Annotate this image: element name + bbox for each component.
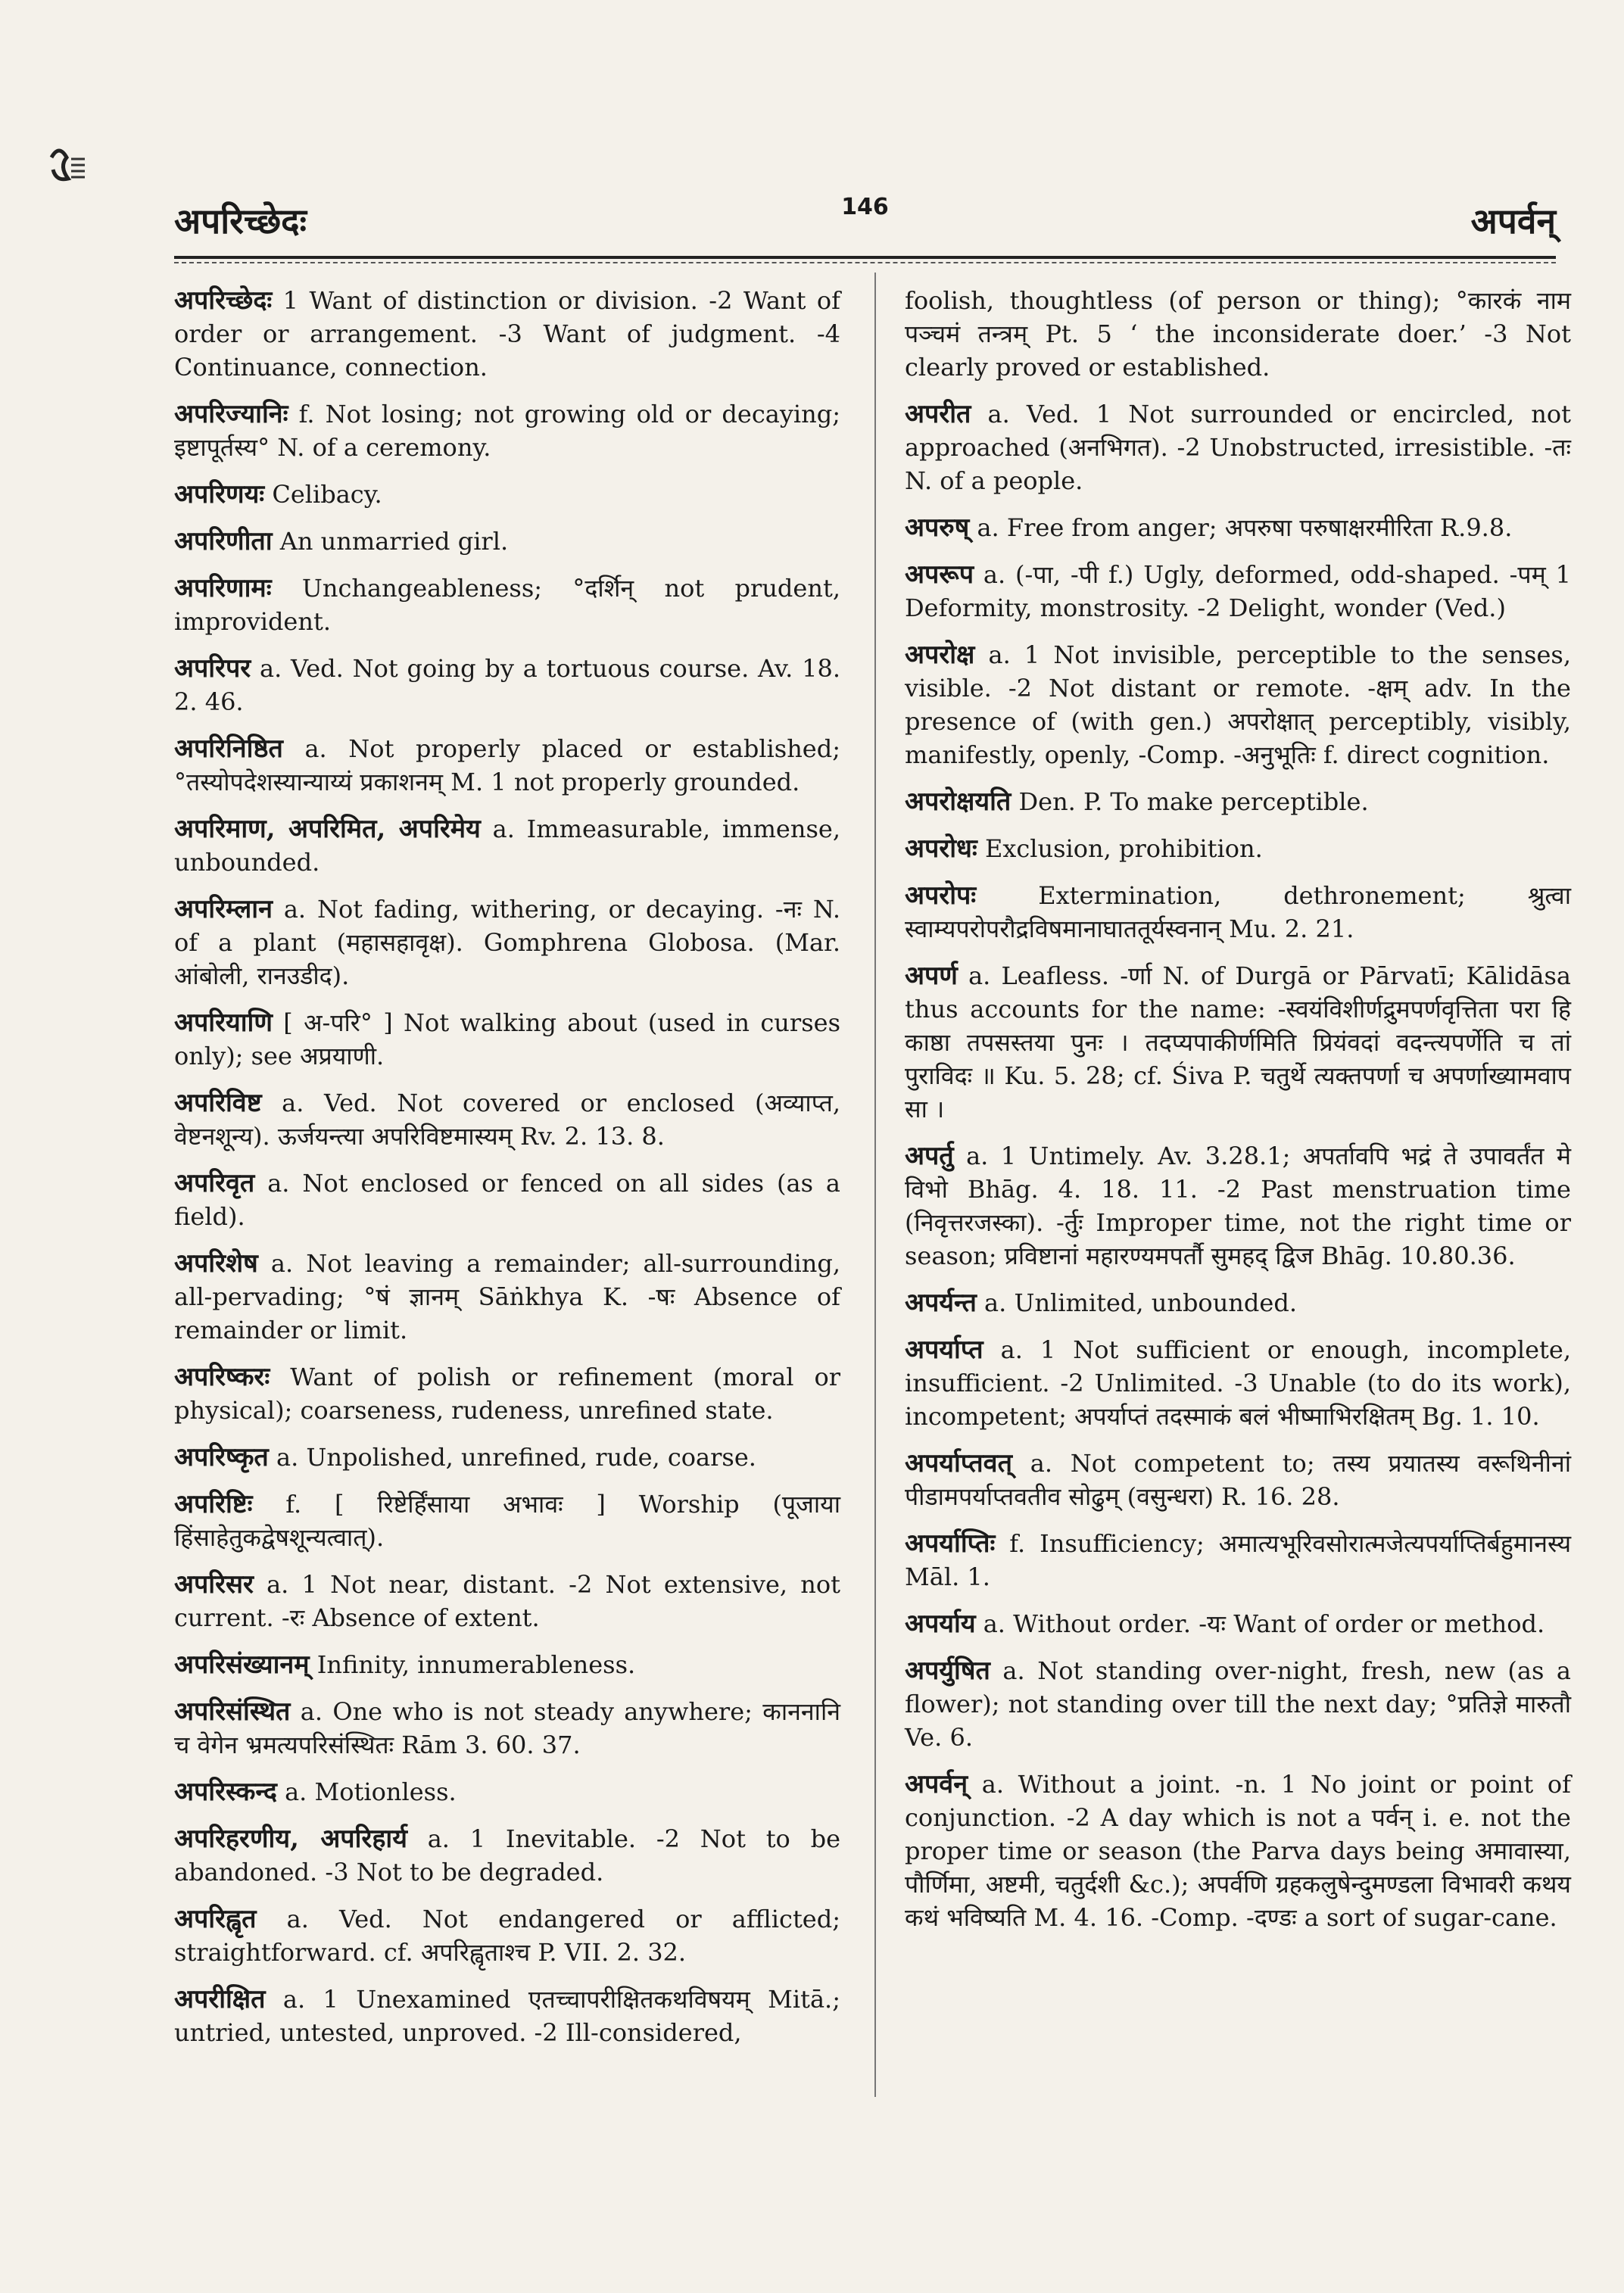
entry-headword: अपरिच्छेदः	[174, 285, 273, 316]
header-dashed-rule	[174, 262, 1556, 263]
running-head-left: अपरिच्छेदः	[174, 201, 307, 241]
entry-headword: अपरिपर	[174, 653, 251, 684]
left-column	[174, 284, 840, 2063]
entry-headword: अपरिम्लान	[174, 894, 273, 924]
entry-headword: अपरिष्कृत	[174, 1442, 269, 1472]
dictionary-entry	[174, 1775, 840, 1809]
entry-headword: अपरीक्षित	[174, 1984, 266, 2014]
dictionary-entry	[174, 812, 840, 879]
entry-headword: अपर्याप्तवत्	[905, 1448, 1012, 1478]
entry-headword: अपरिसंख्यानम्	[174, 1650, 310, 1680]
corner-glyph-icon	[45, 136, 91, 227]
dictionary-entry	[905, 1447, 1571, 1513]
dictionary-entry	[905, 1768, 1571, 1934]
entry-headword: अपर्वन्	[905, 1769, 968, 1799]
dictionary-entry	[905, 397, 1571, 497]
entry-headword: अपरिशेष	[174, 1248, 258, 1279]
entry-headword: अपरिष्टिः	[174, 1489, 253, 1519]
entry-headword: अपरोधः	[905, 833, 977, 864]
entry-headword: अपर्तु	[905, 1141, 954, 1171]
dictionary-entry	[174, 1167, 840, 1233]
dictionary-entry	[174, 1648, 840, 1681]
dictionary-entry	[905, 1607, 1571, 1640]
dictionary-entry	[174, 1488, 840, 1554]
dictionary-entry	[905, 638, 1571, 771]
entry-definition: [ अ-परि° ] Not walking about (used in curses only); see अप्रयाणी.	[174, 1008, 840, 1070]
entry-definition: a. Free from anger; अपरुषा परुषाक्षरमीरिता R.9.8.	[969, 513, 1513, 542]
entry-definition: a. Without order. -यः Want of order or method.	[975, 1609, 1545, 1638]
dictionary-entry	[905, 785, 1571, 818]
entry-definition: An unmarried girl.	[272, 527, 509, 556]
entry-headword: अपरीत	[905, 399, 971, 429]
dictionary-entry	[905, 1333, 1571, 1433]
entry-definition: a. Ved. Not endangered or afflicted; straightforward. cf. अपरिह्वृताश्च P. VII. 2. 32.	[174, 1905, 840, 1967]
right-column	[905, 284, 1571, 1948]
dictionary-entry	[174, 1006, 840, 1073]
entry-headword: अपर्ण	[905, 961, 958, 991]
entry-definition: a. One who is not steady anywhere; काननानि च वेगेन भ्रमत्यपरिसंस्थितः Rām 3. 60. 37.	[174, 1697, 840, 1759]
entry-headword: अपरियाणि	[174, 1008, 273, 1038]
entry-headword: अपरोक्ष	[905, 640, 975, 670]
entry-definition: a. Motionless.	[276, 1777, 457, 1806]
entry-definition: a. Leafless. -र्णा N. of Durgā or Pārvatī; Kālidāsa thus accounts for the name: -स्वयंविशीर्णद्रुमपर्णवृत्तिता परा हि काष्ठा तपसस्तया पुनः । तदप्यपाकीर्णमिति प्रियंवदां वदन्त्यपर्णेति च तां पुराविदः ॥ Ku. 5. 28; cf. Śiva P. चतुर्थे त्यक्तपर्णा च अपर्णाख्यामवाप सा ।	[905, 961, 1571, 1123]
dictionary-entry	[174, 1695, 840, 1762]
dictionary-entry	[174, 572, 840, 638]
entry-headword: अपर्याप्तिः	[905, 1528, 996, 1559]
entry-definition: a. Not standing over-night, fresh, new (as a flower); not standing over till the next day; °प्रतिज्ञे मारुतौ Ve. 6.	[905, 1656, 1571, 1752]
header-rule	[174, 256, 1556, 259]
entry-headword: अपरिसर	[174, 1569, 254, 1600]
dictionary-entry	[905, 284, 1571, 384]
dictionary-entry	[905, 959, 1571, 1126]
entry-headword: अपर्याप्त	[905, 1335, 983, 1365]
entry-definition: a. 1 Not near, distant. -2 Not extensive, not current. -रः Absence of extent.	[174, 1570, 840, 1632]
entry-headword: अपरिष्करः	[174, 1362, 270, 1392]
dictionary-entry	[174, 1822, 840, 1889]
dictionary-entry	[905, 511, 1571, 544]
entry-definition: a. (-पा, -पी f.) Ugly, deformed, odd-shaped. -पम् 1 Deformity, monstrosity. -2 Delight, wonder (Ved.)	[905, 560, 1571, 622]
dictionary-entry	[905, 832, 1571, 865]
entry-headword: अपरोक्षयति	[905, 787, 1011, 817]
entry-definition: a. Without a joint. -n. 1 No joint or point of conjunction. -2 A day which is not a पर्वन् i. e. not the proper time or season (the Parva days being अमावास्या, पौर्णिमा, अष्टमी, चतुर्दशी &c.); अपर्वणि ग्रहकलुषेन्दुमण्डला विभावरी कथय कथं भविष्यति M. 4. 16. -Comp. -दण्डः a sort of sugar-cane.	[905, 1770, 1571, 1932]
entry-definition: a. Unlimited, unbounded.	[976, 1288, 1297, 1317]
entry-headword: अपरिणीता	[174, 526, 273, 556]
entry-definition: a. Ved. 1 Not surrounded or encircled, not approached (अनभिगत). -2 Unobstructed, irresistible. -तः N. of a people.	[905, 400, 1571, 495]
dictionary-entry	[174, 1902, 840, 1969]
entry-definition: 1 Want of distinction or division. -2 Want of order or arrangement. -3 Want of judgment. -4 Continuance, connection.	[174, 286, 840, 382]
entry-definition: Infinity, innumerableness.	[309, 1650, 636, 1679]
entry-headword: अपरिविष्ट	[174, 1088, 262, 1118]
entry-definition: foolish, thoughtless (of person or thing); °कारकं नाम पञ्चमं तन्त्रम् Pt. 5 ‘ the inconsiderate doer.’ -3 Not clearly proved or established.	[905, 286, 1572, 382]
entry-definition: a. 1 Inevitable. -2 Not to be abandoned. -3 Not to be degraded.	[174, 1824, 840, 1886]
entry-definition: Exclusion, prohibition.	[977, 834, 1263, 863]
entry-headword: अपरिनिष्ठित	[174, 734, 283, 764]
entry-definition: a. Ved. Not covered or enclosed (अव्याप्त, वेष्टनशून्य). ऊर्जयन्त्या अपरिविष्टमास्यम् Rv. 2. 13. 8.	[174, 1089, 840, 1151]
entry-headword: अपरिस्कन्द	[174, 1777, 277, 1807]
entry-definition: a. Ved. Not going by a tortuous course. Av. 18. 2. 46.	[174, 654, 840, 716]
dictionary-entry	[905, 1654, 1571, 1754]
entry-headword: अपरिहरणीय, अपरिहार्य	[174, 1824, 407, 1854]
entry-definition: a. 1 Unexamined एतच्चापरीक्षितकथविषयम् Mitā.; untried, untested, unproved. -2 Ill-considered,	[174, 1985, 840, 2047]
dictionary-entry	[174, 893, 840, 992]
entry-headword: अपरोपः	[905, 880, 977, 911]
running-head-right: अपर्वन्	[1470, 201, 1556, 241]
entry-definition: a. Immeasurable, immense, unbounded.	[174, 815, 840, 877]
entry-definition: a. Not enclosed or fenced on all sides (as a field).	[174, 1169, 840, 1231]
column-divider	[874, 273, 876, 2097]
entry-definition: a. 1 Not sufficient or enough, incomplete, insufficient. -2 Unlimited. -3 Unable (to do its work), incompetent; अपर्याप्तं तदस्माकं बलं भीष्माभिरक्षितम् Bg. 1. 10.	[905, 1335, 1571, 1431]
entry-definition: a. Not leaving a remainder; all-surrounding, all-pervading; °षं ज्ञानम् Sāṅkhya K. -षः Absence of remainder or limit.	[174, 1249, 840, 1344]
entry-definition: f. Not losing; not growing old or decaying; इष्टापूर्तस्य° N. of a ceremony.	[174, 400, 840, 462]
entry-headword: अपरिमाण, अपरिमित, अपरिमेय	[174, 814, 481, 844]
entry-headword: अपरिणयः	[174, 479, 265, 509]
dictionary-entry	[174, 1247, 840, 1347]
entry-headword: अपर्यन्त	[905, 1288, 977, 1318]
page-corner-mark	[45, 136, 91, 227]
dictionary-entry	[174, 478, 840, 511]
dictionary-entry	[174, 1568, 840, 1634]
dictionary-entry	[174, 397, 840, 464]
dictionary-entry	[905, 558, 1571, 625]
entry-headword: अपरिह्वृत	[174, 1904, 257, 1934]
dictionary-entry	[174, 1983, 840, 2049]
dictionary-entry	[905, 879, 1571, 946]
dictionary-entry	[905, 1527, 1571, 1594]
entry-definition: a. 1 Not invisible, perceptible to the senses, visible. -2 Not distant or remote. -क्षम् adv. In the presence of (with gen.) अपरोक्षात् perceptibly, visibly, manifestly, openly, -Comp. -अनुभूतिः f. direct cognition.	[905, 640, 1571, 769]
entry-definition: f. Insufficiency; अमात्यभूरिवसोरात्मजेत्यपर्याप्तिर्बहुमानस्य Māl. 1.	[905, 1529, 1571, 1591]
dictionary-entry	[174, 1441, 840, 1474]
entry-headword: अपर्युषित	[905, 1656, 990, 1686]
entry-definition: Want of polish or refinement (moral or physical); coarseness, rudeness, unrefined state.	[174, 1363, 840, 1425]
dictionary-entry	[905, 1139, 1571, 1273]
page-header	[174, 189, 1556, 257]
entry-definition: Den. P. To make perceptible.	[1011, 787, 1369, 816]
entry-headword: अपरिणामः	[174, 573, 272, 603]
entry-headword: अपरिवृत	[174, 1168, 255, 1198]
entry-definition: a. Not properly placed or established; °तस्योपदेशस्यान्याय्यं प्रकाशनम् M. 1 not properly grounded.	[174, 734, 840, 796]
dictionary-entry	[174, 1360, 840, 1427]
dictionary-entry	[174, 284, 840, 384]
dictionary-entry	[174, 732, 840, 799]
entry-definition: a. 1 Untimely. Av. 3.28.1; अपर्तावपि भद्रं ते उपावर्तंत मे विभो Bhāg. 4. 18. 11. -2 Past menstruation time (निवृत्तरजस्का). -र्तुः Improper time, not the right time or season; प्रविष्टानां महारण्यमपर्तौ सुमहद् द्विज Bhāg. 10.80.36.	[905, 1142, 1571, 1270]
dictionary-entry	[174, 1086, 840, 1153]
entry-definition: a. Unpolished, unrefined, rude, coarse.	[268, 1443, 756, 1472]
entry-headword: अपरिसंस्थित	[174, 1696, 291, 1727]
dictionary-entry	[174, 652, 840, 718]
entry-headword: अपरूप	[905, 559, 974, 590]
entry-headword: अपर्याय	[905, 1609, 976, 1639]
entry-definition: Unchangeableness; °दर्शिन् not prudent, improvident.	[174, 574, 840, 636]
dictionary-entry	[174, 525, 840, 558]
entry-headword: अपरिज्यानिः	[174, 399, 288, 429]
entry-definition: a. Not fading, withering, or decaying. -नः N. of a plant (महासहावृक्ष). Gomphrena Globosa. (Mar. आंबोली, रानउडीद).	[174, 895, 840, 990]
entry-definition: a. Not competent to; तस्य प्रयातस्य वरूथिनीनां पीडामपर्याप्तवतीव सोढुम् (वसुन्धरा) R. 16. 28.	[905, 1449, 1571, 1511]
entry-definition: Celibacy.	[264, 480, 382, 509]
page-number: 146	[841, 194, 889, 220]
entry-definition: Extermination, dethronement; श्रुत्वा स्वाम्यपरोपरौद्रविषमानाघाततूर्यस्वनान् Mu. 2. 21.	[905, 881, 1571, 943]
entry-definition: f. [ रिष्टेर्हिंसाया अभावः ] Worship (पूजाया हिंसाहेतुकद्वेषशून्यत्वात्).	[174, 1490, 840, 1552]
dictionary-entry	[905, 1286, 1571, 1319]
entry-headword: अपरुष्	[905, 512, 970, 543]
